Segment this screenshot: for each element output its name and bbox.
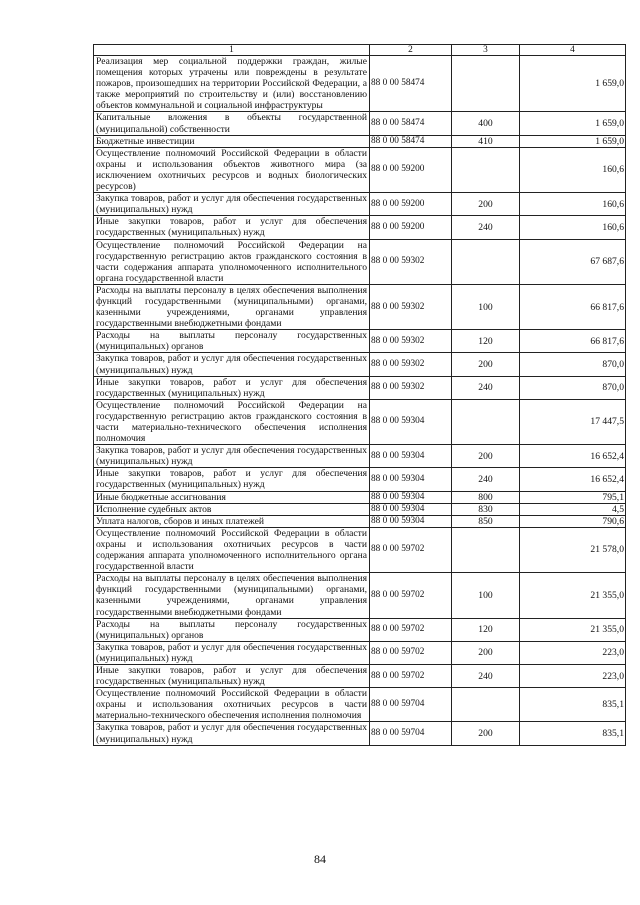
row-description: Иные закупки товаров, работ и услуг для обеспечения государственных (муниципальных) нужд	[94, 468, 370, 491]
row-expense-type	[452, 688, 520, 722]
row-expense-type: 400	[452, 112, 520, 135]
row-amount: 17 447,5	[520, 399, 626, 444]
row-description: Осуществление полномочий Российской Федерации в области охраны и использования охотничьих ресурсов в части содержания аппарата уполномоченного исполнительного органа государственной власти	[94, 527, 370, 572]
row-amount: 21 578,0	[520, 527, 626, 572]
table-row	[94, 664, 626, 687]
row-amount: 1 659,0	[520, 112, 626, 135]
table-row	[94, 112, 626, 135]
row-target-code: 88 0 00 58474	[370, 135, 452, 147]
row-expense-type: 240	[452, 376, 520, 399]
row-description: Осуществление полномочий Российской Федерации в области охраны и использования объектов животного мира (за исключением охотничьих ресурсов и водных биологических ресурсов)	[94, 147, 370, 192]
row-expense-type: 100	[452, 284, 520, 329]
table-row	[94, 503, 626, 515]
row-target-code: 88 0 00 59304	[370, 515, 452, 527]
row-amount: 223,0	[520, 664, 626, 687]
row-description: Капитальные вложения в объекты государственной (муниципальной) собственности	[94, 112, 370, 135]
table-row	[94, 330, 626, 353]
row-expense-type	[452, 56, 520, 112]
row-expense-type: 120	[452, 618, 520, 641]
row-amount: 870,0	[520, 353, 626, 376]
table-row	[94, 216, 626, 239]
header-col-4: 4	[520, 45, 626, 56]
table-row	[94, 468, 626, 491]
row-description: Осуществление полномочий Российской Федерации на государственную регистрацию актов гражданского состояния в части содержания аппарата уполномоченного исполнительного органа государственной власти	[94, 239, 370, 284]
table-row	[94, 239, 626, 284]
row-expense-type	[452, 399, 520, 444]
row-amount: 790,6	[520, 515, 626, 527]
row-target-code: 88 0 00 59302	[370, 239, 452, 284]
table-row	[94, 353, 626, 376]
row-amount: 21 355,0	[520, 573, 626, 618]
row-target-code: 88 0 00 59200	[370, 147, 452, 192]
row-expense-type	[452, 527, 520, 572]
row-expense-type: 240	[452, 664, 520, 687]
header-col-2: 2	[370, 45, 452, 56]
row-amount: 160,6	[520, 193, 626, 216]
row-amount: 835,1	[520, 688, 626, 722]
budget-table	[93, 44, 626, 746]
header-row	[94, 45, 626, 56]
row-description: Иные закупки товаров, работ и услуг для обеспечения государственных (муниципальных) нужд	[94, 216, 370, 239]
row-amount: 16 652,4	[520, 445, 626, 468]
header-col-3: 3	[452, 45, 520, 56]
row-target-code: 88 0 00 58474	[370, 56, 452, 112]
row-target-code: 88 0 00 59702	[370, 664, 452, 687]
table-row	[94, 376, 626, 399]
row-amount: 1 659,0	[520, 56, 626, 112]
row-expense-type: 800	[452, 491, 520, 503]
row-expense-type: 200	[452, 193, 520, 216]
row-description: Расходы на выплаты персоналу государственных (муниципальных) органов	[94, 618, 370, 641]
row-expense-type: 200	[452, 641, 520, 664]
table-row	[94, 399, 626, 444]
row-description: Уплата налогов, сборов и иных платежей	[94, 515, 370, 527]
row-expense-type: 240	[452, 468, 520, 491]
row-expense-type: 830	[452, 503, 520, 515]
row-amount: 835,1	[520, 722, 626, 745]
row-amount: 223,0	[520, 641, 626, 664]
row-expense-type: 240	[452, 216, 520, 239]
row-amount: 4,5	[520, 503, 626, 515]
table-row	[94, 618, 626, 641]
table-row	[94, 722, 626, 745]
row-target-code: 88 0 00 59302	[370, 330, 452, 353]
page-number: 84	[314, 852, 326, 866]
row-target-code: 88 0 00 58474	[370, 112, 452, 135]
row-expense-type: 200	[452, 445, 520, 468]
row-target-code: 88 0 00 59704	[370, 722, 452, 745]
row-target-code: 88 0 00 59304	[370, 503, 452, 515]
row-target-code: 88 0 00 59702	[370, 641, 452, 664]
row-target-code: 88 0 00 59200	[370, 216, 452, 239]
budget-table-container	[93, 44, 625, 746]
row-target-code: 88 0 00 59704	[370, 688, 452, 722]
row-amount: 160,6	[520, 216, 626, 239]
row-description: Бюджетные инвестиции	[94, 135, 370, 147]
row-expense-type: 410	[452, 135, 520, 147]
row-description: Осуществление полномочий Российской Федерации в области охраны и использования охотничьих ресурсов в части материально-технического обеспечения исполнения полномочия	[94, 688, 370, 722]
table-row	[94, 284, 626, 329]
row-target-code: 88 0 00 59702	[370, 573, 452, 618]
row-amount: 21 355,0	[520, 618, 626, 641]
row-expense-type: 200	[452, 353, 520, 376]
table-row	[94, 56, 626, 112]
row-expense-type	[452, 147, 520, 192]
row-target-code: 88 0 00 59200	[370, 193, 452, 216]
table-row	[94, 193, 626, 216]
row-target-code: 88 0 00 59304	[370, 399, 452, 444]
row-description: Иные закупки товаров, работ и услуг для обеспечения государственных (муниципальных) нужд	[94, 664, 370, 687]
row-target-code: 88 0 00 59304	[370, 445, 452, 468]
row-target-code: 88 0 00 59302	[370, 353, 452, 376]
row-description: Расходы на выплаты персоналу в целях обеспечения выполнения функций государственными (муниципальными) органами, казенными учреждениями, органами управления государственными внебюджетными фондами	[94, 284, 370, 329]
row-target-code: 88 0 00 59702	[370, 618, 452, 641]
row-description: Расходы на выплаты персоналу государственных (муниципальных) органов	[94, 330, 370, 353]
row-target-code: 88 0 00 59304	[370, 491, 452, 503]
table-row	[94, 147, 626, 192]
row-description: Закупка товаров, работ и услуг для обеспечения государственных (муниципальных) нужд	[94, 722, 370, 745]
table-row	[94, 515, 626, 527]
row-expense-type	[452, 239, 520, 284]
row-amount: 870,0	[520, 376, 626, 399]
row-amount: 1 659,0	[520, 135, 626, 147]
row-description: Реализация мер социальной поддержки граждан, жилые помещения которых утрачены или повреждены в результате пожаров, произошедших на территории Российской Федерации, а также мероприятий по строительству и (или) восстановлению объектов коммунальной и социальной инфраструктуры	[94, 56, 370, 112]
row-amount: 67 687,6	[520, 239, 626, 284]
row-description: Закупка товаров, работ и услуг для обеспечения государственных (муниципальных) нужд	[94, 353, 370, 376]
row-target-code: 88 0 00 59302	[370, 376, 452, 399]
table-row	[94, 688, 626, 722]
table-row	[94, 573, 626, 618]
row-amount: 66 817,6	[520, 284, 626, 329]
row-target-code: 88 0 00 59302	[370, 284, 452, 329]
table-row	[94, 641, 626, 664]
row-description: Исполнение судебных актов	[94, 503, 370, 515]
row-expense-type: 100	[452, 573, 520, 618]
row-target-code: 88 0 00 59304	[370, 468, 452, 491]
row-amount: 16 652,4	[520, 468, 626, 491]
row-amount: 66 817,6	[520, 330, 626, 353]
row-description: Осуществление полномочий Российской Федерации на государственную регистрацию актов гражданского состояния в части материально-технического обеспечения исполнения полномочия	[94, 399, 370, 444]
row-description: Расходы на выплаты персоналу в целях обеспечения выполнения функций государственными (муниципальными) органами, казенными учреждениями, органами управления государственными внебюджетными фондами	[94, 573, 370, 618]
row-description: Иные закупки товаров, работ и услуг для обеспечения государственных (муниципальных) нужд	[94, 376, 370, 399]
table-row	[94, 135, 626, 147]
table-row	[94, 491, 626, 503]
table-row	[94, 445, 626, 468]
row-target-code: 88 0 00 59702	[370, 527, 452, 572]
row-expense-type: 200	[452, 722, 520, 745]
row-description: Иные бюджетные ассигнования	[94, 491, 370, 503]
row-description: Закупка товаров, работ и услуг для обеспечения государственных (муниципальных) нужд	[94, 445, 370, 468]
row-amount: 795,1	[520, 491, 626, 503]
row-expense-type: 850	[452, 515, 520, 527]
row-amount: 160,6	[520, 147, 626, 192]
row-description: Закупка товаров, работ и услуг для обеспечения государственных (муниципальных) нужд	[94, 641, 370, 664]
row-description: Закупка товаров, работ и услуг для обеспечения государственных (муниципальных) нужд	[94, 193, 370, 216]
header-col-1: 1	[94, 45, 370, 56]
row-expense-type: 120	[452, 330, 520, 353]
table-row	[94, 527, 626, 572]
